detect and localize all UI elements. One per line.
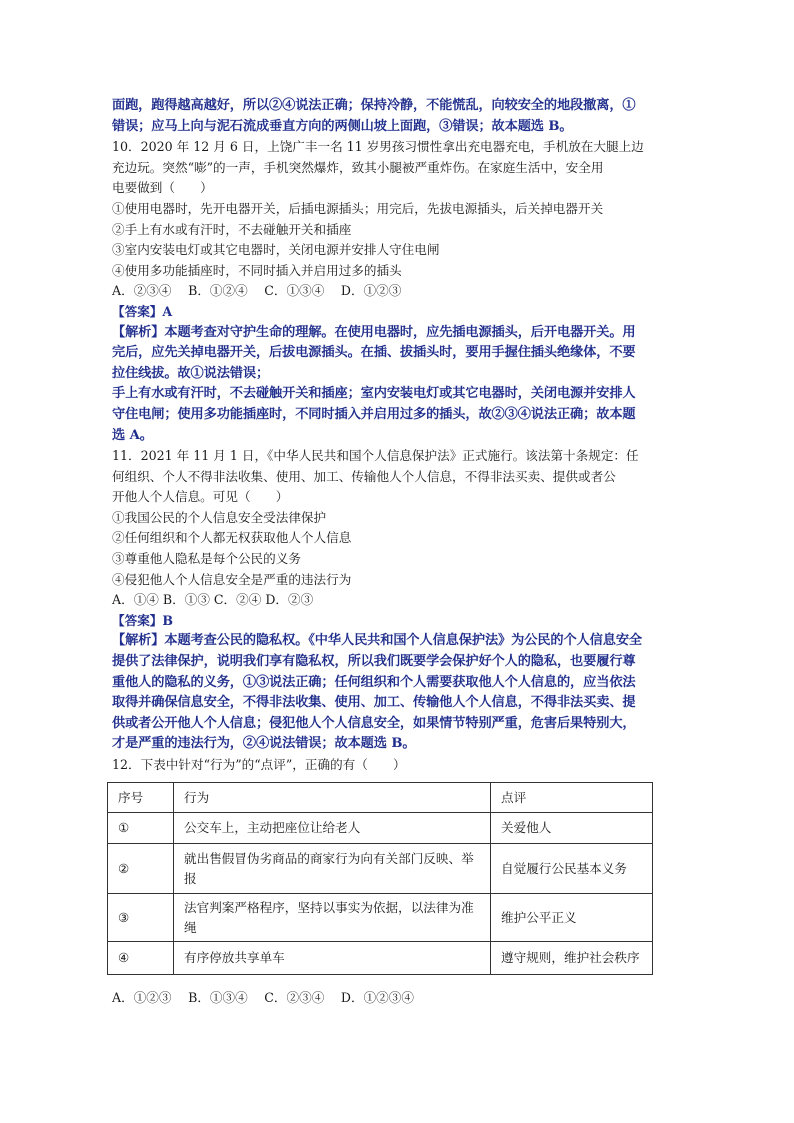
table-cell: ① bbox=[108, 813, 174, 844]
document-page bbox=[112, 96, 684, 776]
q11-stem-line: 何组织、个人不得非法收集、使用、加工、传输他人个人信息，不得非法买卖、提供或者公 bbox=[112, 468, 616, 484]
table-header-cell: 点评 bbox=[491, 783, 653, 813]
q10-analysis-tag: 【解析】 bbox=[112, 324, 165, 340]
q12-table bbox=[107, 782, 653, 975]
table-cell: 维护公平正义 bbox=[491, 894, 653, 942]
table-cell: 法官判案严格程序，坚持以事实为依据，以法律为准绳 bbox=[174, 894, 491, 942]
q11-option: ②任何组织和个人都无权获取他人个人信息 bbox=[112, 530, 352, 546]
table-cell: 关爱他人 bbox=[491, 813, 653, 844]
q10-analysis-line: 手上有水或有汗时，不去碰触开关和插座；室内安装电灯或其它电器时，关闭电源并安排人 bbox=[112, 386, 636, 402]
q11-analysis-line: 提供了法律保护，说明我们享有隐私权，所以我们既要学会保护好个人的隐私，也要履行尊 bbox=[112, 654, 636, 670]
q11-analysis-line: 才是严重的违法行为，②④说法错误；故本题选 B。 bbox=[112, 736, 416, 752]
table-row bbox=[108, 813, 653, 844]
q10-option: ①使用电器时，先开电器开关，后插电源插头；用完后，先拔电源插头，后关掉电器开关 bbox=[112, 200, 604, 216]
q12-stem: 12．下表中针对“行为”的“点评”，正确的有（ ） bbox=[112, 757, 406, 772]
table-row bbox=[108, 894, 653, 942]
q10-analysis-line: 完后，应先关掉电器开关，后拔电源插头。在插、拔插头时，要用手握住插头绝缘体，不要 bbox=[112, 345, 636, 361]
q11-analysis-line: 重他人的隐私的义务，①③说法正确；任何组织和个人需要获取他人个人信息的，应当依法 bbox=[112, 674, 636, 690]
q12-choices: A．①②③ B．①③④ C．②③④ D．①②③④ bbox=[112, 990, 414, 1005]
continuation-line: 错误；应马上向与泥石流成垂直方向的两侧山坡上面跑，③错误；故本题选 B。 bbox=[112, 118, 573, 134]
table-cell: 遵守规则，维护社会秩序 bbox=[491, 942, 653, 975]
q11-choices: A．①④ B．①③ C．②④ D．②③ bbox=[112, 592, 314, 608]
q11-answer-tag: 【答案】 bbox=[112, 612, 163, 628]
table-cell: 自觉履行公民基本义务 bbox=[491, 844, 653, 894]
table-row bbox=[108, 942, 653, 975]
q11-answer: B bbox=[162, 612, 174, 628]
q11-analysis-line: 取得并确保信息安全，不得非法收集、使用、加工、传输他人个人信息，不得非法买卖、提 bbox=[112, 695, 636, 711]
q11-stem-line: 开他人个人信息。可见（ ） bbox=[112, 489, 289, 505]
q10-option: ②手上有水或有汗时，不去碰触开关和插座 bbox=[112, 221, 352, 237]
q10-stem-line: 充边玩。突然“嘭”的一声，手机突然爆炸，致其小腿被严重炸伤。在家庭生活中，安全用 bbox=[112, 159, 604, 175]
q11-analysis-line: 供或者公开他人个人信息；侵犯他人个人信息安全，如果情节特别严重，危害后果特别大， bbox=[112, 715, 636, 731]
q11-option: ①我国公民的个人信息安全受法律保护 bbox=[112, 509, 327, 525]
q10-answer: A bbox=[162, 303, 173, 319]
q10-option: ④使用多功能插座时，不同时插入并启用过多的插头 bbox=[112, 262, 402, 278]
q10-choices: A．②③④ B．①②④ C．①③④ D．①②③ bbox=[112, 283, 402, 299]
q11-analysis-line: 本题考查公民的隐私权。《中华人民共和国个人信息保护法》为公民的个人信息安全 bbox=[164, 633, 642, 649]
q11-option: ③尊重他人隐私是每个公民的义务 bbox=[112, 551, 301, 567]
table-cell: ④ bbox=[108, 942, 174, 975]
q10-analysis-line: 守住电闸；使用多功能插座时，不同时插入并启用过多的插头，故②③④说法正确；故本题 bbox=[112, 406, 636, 422]
q10-analysis-line: 本题考查对守护生命的理解。在使用电器时，应先插电源插头，后开电器开关。用 bbox=[164, 324, 636, 340]
table-cell: 就出售假冒伪劣商品的商家行为向有关部门反映、举报 bbox=[174, 844, 491, 894]
table-header-cell: 行为 bbox=[174, 783, 491, 813]
table-cell: 有序停放共享单车 bbox=[174, 942, 491, 975]
table-header-cell: 序号 bbox=[108, 783, 174, 813]
table-cell: ③ bbox=[108, 894, 174, 942]
table-header-row bbox=[108, 783, 653, 813]
table-row bbox=[108, 844, 653, 894]
q10-stem-line: 电要做到（ ） bbox=[112, 180, 213, 196]
q10-option: ③室内安装电灯或其它电器时，关闭电源并安排人守住电闸 bbox=[112, 242, 440, 258]
q11-option: ④侵犯他人个人信息安全是严重的违法行为 bbox=[112, 571, 352, 587]
table-cell: 公交车上，主动把座位让给老人 bbox=[174, 813, 491, 844]
q10-analysis-line: 选 A。 bbox=[112, 427, 153, 443]
q10-answer-tag: 【答案】 bbox=[112, 303, 163, 319]
continuation-line: 面跑，跑得越高越好，所以②④说法正确；保持冷静，不能慌乱，向较安全的地段撤离，① bbox=[112, 98, 636, 113]
q11-analysis-tag: 【解析】 bbox=[112, 633, 165, 649]
table-cell: ② bbox=[108, 844, 174, 894]
q10-stem-line: 10．2020 年 12 月 6 日，上饶广丰一名 11 岁男孩习惯性拿出充电器充电，手机放在大腿上边 bbox=[112, 139, 644, 155]
q10-analysis-line: 拉住线拔。故①说法错误； bbox=[112, 365, 270, 381]
q11-stem-line: 11．2021 年 11 月 1 日，《中华人民共和国个人信息保护法》正式施行。该法第十条规定：任 bbox=[112, 448, 639, 464]
